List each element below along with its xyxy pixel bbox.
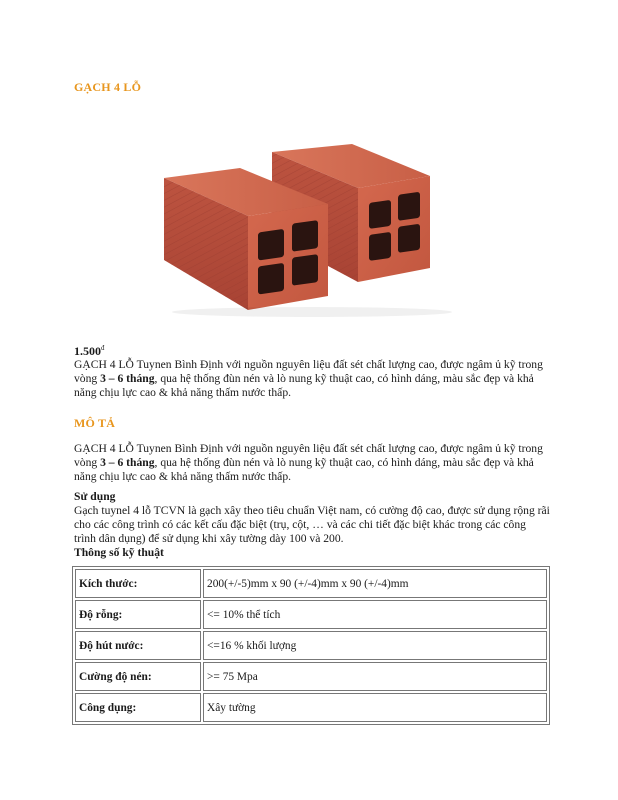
price-currency: đ	[101, 344, 105, 352]
description-text	[74, 442, 550, 484]
spec-label: Cường độ nén:	[75, 662, 201, 691]
desc-text-bold: 3 – 6 tháng	[100, 456, 155, 469]
intro-text-bold: 3 – 6 tháng	[100, 372, 155, 385]
specs-heading: Thông số kỹ thuật	[74, 546, 164, 559]
product-price	[74, 344, 105, 359]
spec-value: >= 75 Mpa	[203, 662, 547, 691]
table-row	[75, 569, 547, 598]
usage-heading: Sử dụng	[74, 490, 116, 503]
table-row	[75, 631, 547, 660]
description-heading: MÔ TẢ	[74, 416, 116, 430]
intro-text-end: , qua hệ thống đùn nén và lò nung kỹ thuật cao, có hình dáng, màu sắc đẹp và khả năng chịu lực cao & khả năng thấm nước thấp.	[74, 372, 534, 399]
product-intro	[74, 358, 550, 400]
spec-label: Độ rỗng:	[75, 600, 201, 629]
brick-image	[162, 140, 462, 320]
intro-text-start: GẠCH 4 LỖ Tuynen Bình Định với nguồn nguyên liệu đất sét chất lượng cao, được ngâm ủ kỹ trong vòng	[74, 358, 543, 385]
spec-value: Xây tường	[203, 693, 547, 722]
spec-label: Độ hút nước:	[75, 631, 201, 660]
table-row	[75, 600, 547, 629]
usage-text: Gạch tuynel 4 lỗ TCVN là gạch xây theo tiêu chuẩn Việt nam, có cường độ cao, được sử dụng rộng rãi cho các công trình có các kết cấu đặc biệt (trụ, cột, … và các chi tiết đặc biệt khác trong các công trình dân dụng) để sử dụng khi xây tường dày 100 và 200.	[74, 504, 550, 545]
table-row	[75, 693, 547, 722]
price-value: 1.500	[74, 344, 101, 358]
spec-label: Công dụng:	[75, 693, 201, 722]
spec-value: <=16 % khối lượng	[203, 631, 547, 660]
desc-text-start: GẠCH 4 LỖ Tuynen Bình Định với nguồn nguyên liệu đất sét chất lượng cao, được ngâm ủ kỹ trong vòng	[74, 442, 543, 469]
table-row	[75, 662, 547, 691]
desc-text-end: , qua hệ thống đùn nén và lò nung kỹ thuật cao, có hình dáng, màu sắc đẹp và khả năng chịu lực cao & khả năng thấm nước thấp.	[74, 456, 534, 483]
product-title: GẠCH 4 LỖ	[74, 80, 142, 94]
spec-value: 200(+/-5)mm x 90 (+/-4)mm x 90 (+/-4)mm	[203, 569, 547, 598]
specs-table	[72, 566, 550, 725]
spec-value: <= 10% thể tích	[203, 600, 547, 629]
spec-label: Kích thước:	[75, 569, 201, 598]
